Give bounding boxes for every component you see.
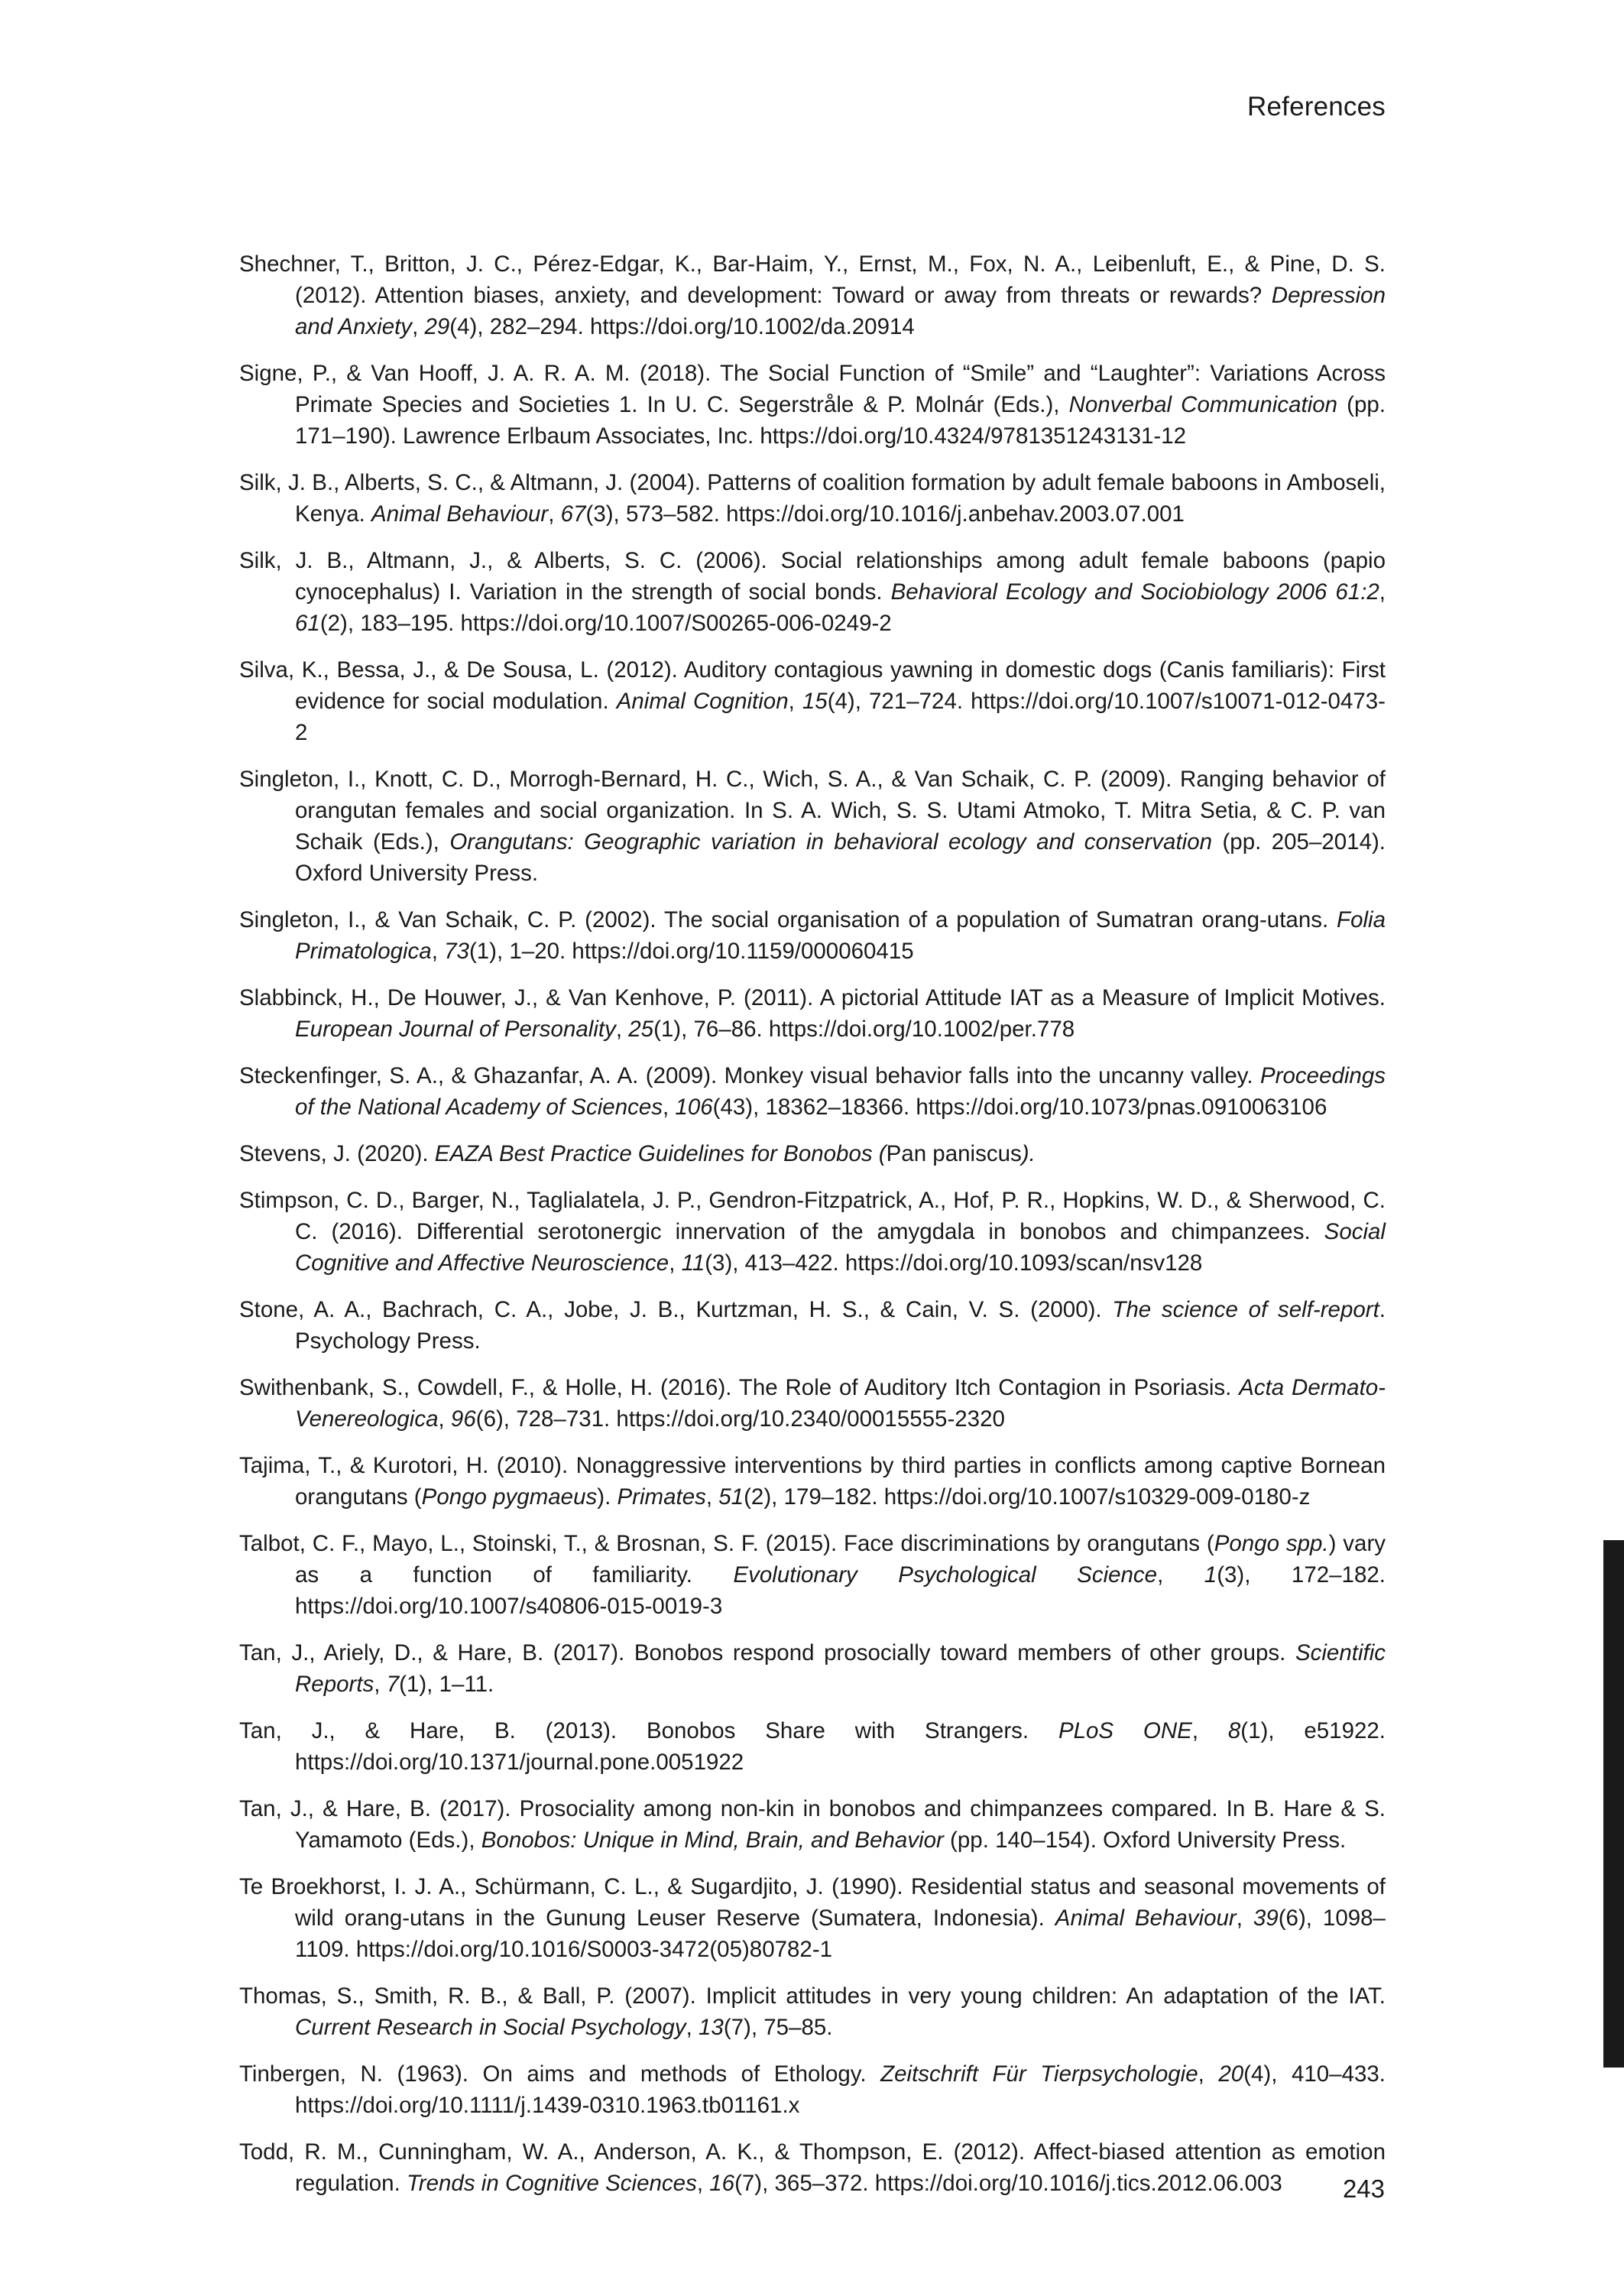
reference-italic-text: 51 <box>718 1484 744 1510</box>
reference-italic-text: ). <box>1021 1141 1036 1166</box>
reference-entry <box>239 1372 1386 1435</box>
reference-text: Te Broekhorst, I. J. A., Schürmann, C. L., & Sugardjito, J. (1990). Residential status and seasonal movements of wild orang-utans in the Gunung Leuser Reserve (Sumatera, Indonesia). <box>239 1874 1386 1931</box>
page-number: 243 <box>1342 2175 1385 2203</box>
reference-entry <box>239 764 1386 889</box>
reference-text: (3), 413–422. https://doi.org/10.1093/scan/nsv128 <box>705 1250 1203 1276</box>
reference-entry <box>239 248 1386 342</box>
reference-italic-text: Trends in Cognitive Sciences <box>406 2171 697 2196</box>
running-header: References <box>1247 92 1386 122</box>
reference-text: , <box>438 1406 451 1432</box>
reference-text: Silva, K., Bessa, J., & De Sousa, L. (2012). Auditory contagious yawning in domestic dogs (Canis familiaris): First evidence for social modulation. <box>239 657 1386 714</box>
reference-entry <box>239 1715 1386 1778</box>
reference-italic-text: Social Cognitive and Affective Neuroscience <box>295 1219 1386 1276</box>
reference-entry <box>239 1980 1386 2043</box>
reference-italic-text: Proceedings of the National Academy of Sciences <box>295 1063 1386 1120</box>
reference-text: Stevens, J. (2020). <box>239 1141 435 1166</box>
reference-italic-text: 16 <box>709 2171 735 2196</box>
reference-text: . Psychology Press. <box>295 1297 1386 1354</box>
reference-italic-text: Animal Behaviour <box>1055 1905 1237 1931</box>
reference-italic-text: 7 <box>386 1672 400 1697</box>
reference-text: (4), 282–294. https://doi.org/10.1002/da.20914 <box>449 314 915 339</box>
reference-text: (4), 721–724. https://doi.org/10.1007/s10071-012-0473-2 <box>295 689 1386 745</box>
reference-text: (43), 18362–18366. https://doi.org/10.1073/pnas.0910063106 <box>712 1095 1327 1120</box>
reference-italic-text: Animal Behaviour <box>371 501 549 527</box>
reference-italic-text: Evolutionary Psychological Science <box>733 1562 1158 1588</box>
reference-text: , <box>686 2015 699 2040</box>
reference-text: , <box>1198 2061 1219 2087</box>
reference-italic-text: 29 <box>424 314 450 339</box>
reference-italic-text: 8 <box>1227 1718 1241 1743</box>
reference-text: (3), 172–182. https://doi.org/10.1007/s40806-015-0019-3 <box>295 1562 1386 1619</box>
reference-italic-text: Current Research in Social Psychology <box>295 2015 686 2040</box>
reference-text: (7), 75–85. <box>723 2015 833 2040</box>
reference-text: , <box>548 501 561 527</box>
reference-list <box>239 248 1386 2214</box>
reference-italic-text: PLoS ONE <box>1058 1718 1192 1743</box>
reference-entry <box>239 358 1386 452</box>
reference-italic-text: 1 <box>1204 1562 1217 1588</box>
reference-text: (1), e51922. https://doi.org/10.1371/journal.pone.0051922 <box>295 1718 1386 1775</box>
reference-text: Singleton, I., & Van Schaik, C. P. (2002). The social organisation of a population of Sumatran orang-utans. <box>239 907 1337 932</box>
reference-text: Stimpson, C. D., Barger, N., Taglialatela, J. P., Gendron-Fitzpatrick, A., Hof, P. R., Hopkins, W. D., & Sherwood, C. C. (2016). Differential serotonergic innervation of the amygdala in bonobos and chimpanzees. <box>239 1188 1386 1244</box>
reference-entry <box>239 982 1386 1045</box>
reference-text: (1), 1–20. https://doi.org/10.1159/000060415 <box>468 939 914 964</box>
reference-text: , <box>412 314 425 339</box>
reference-text: , <box>1191 1718 1228 1743</box>
reference-text: (2), 183–195. https://doi.org/10.1007/S00265-006-0249-2 <box>319 611 892 636</box>
reference-text: ) vary as a function of familiarity. <box>295 1531 1386 1588</box>
reference-entry <box>239 1185 1386 1279</box>
reference-entry <box>239 1871 1386 1965</box>
reference-italic-text: 67 <box>560 501 586 527</box>
reference-entry <box>239 2058 1386 2121</box>
reference-italic-text: Bonobos: Unique in Mind, Brain, and Behavior <box>481 1828 944 1853</box>
reference-italic-text: Zeitschrift Für Tierpsychologie <box>880 2061 1198 2087</box>
reference-italic-text: 61 <box>295 611 320 636</box>
reference-text: Silk, J. B., Alberts, S. C., & Altmann, J. (2004). Patterns of coalition formation by adult female baboons in Amboseli, Kenya. <box>239 470 1386 527</box>
reference-italic-text: 15 <box>802 689 828 714</box>
reference-text: , <box>1379 579 1386 605</box>
reference-entry <box>239 545 1386 639</box>
reference-text: Stone, A. A., Bachrach, C. A., Jobe, J. B., Kurtzman, H. S., & Cain, V. S. (2000). <box>239 1297 1113 1322</box>
reference-entry <box>239 904 1386 967</box>
reference-text: , <box>374 1672 387 1697</box>
reference-italic-text: Folia Primatologica <box>295 907 1386 964</box>
reference-italic-text: 11 <box>681 1250 705 1276</box>
reference-text: (pp. 171–190). Lawrence Erlbaum Associates, Inc. https://doi.org/10.4324/9781351243131-12 <box>295 392 1386 449</box>
reference-text: Tinbergen, N. (1963). On aims and methods of Ethology. <box>239 2061 881 2087</box>
reference-text: Signe, P., & Van Hooff, J. A. R. A. M. (2018). The Social Function of “Smile” and “Laughter”: Variations Across Primate Species and Societies 1. In U. C. Segerstråle & P. Molnár (Eds.), <box>239 361 1386 417</box>
reference-entry <box>239 1793 1386 1856</box>
reference-italic-text: The science of self-report <box>1112 1297 1379 1322</box>
reference-entry <box>239 1294 1386 1357</box>
reference-italic-text: 96 <box>450 1406 476 1432</box>
reference-text: , <box>705 1484 719 1510</box>
reference-italic-text: EAZA Best Practice Guidelines for Bonobos ( <box>434 1141 887 1166</box>
reference-text: , <box>615 1017 629 1042</box>
reference-text: , <box>663 1095 676 1120</box>
reference-text: , <box>696 2171 710 2196</box>
thumb-index-tab <box>1603 1540 1624 2068</box>
reference-italic-text: 25 <box>628 1017 654 1042</box>
reference-italic-text: 39 <box>1253 1905 1279 1931</box>
reference-text: ). <box>597 1484 618 1510</box>
reference-italic-text: Orangutans: Geographic variation in behavioral ecology and conservation <box>449 829 1213 855</box>
reference-entry <box>239 1138 1386 1169</box>
reference-text: Singleton, I., Knott, C. D., Morrogh-Bernard, H. C., Wich, S. A., & Van Schaik, C. P. (2009). Ranging behavior of orangutan females and social organization. In S. A. Wich, S. S. Utami Atmoko, T. Mitra Setia, & C. P. van Schaik (Eds.), <box>239 767 1386 855</box>
reference-text: , <box>1157 1562 1204 1588</box>
reference-italic-text: Primates <box>617 1484 706 1510</box>
reference-italic-text: Scientific Reports <box>295 1640 1386 1697</box>
reference-text: , <box>431 939 445 964</box>
reference-text: (pp. 205–2014). Oxford University Press. <box>295 829 1386 886</box>
reference-text: Todd, R. M., Cunningham, W. A., Anderson, A. K., & Thompson, E. (2012). Affect-biased attention as emotion regulation. <box>239 2139 1386 2196</box>
reference-italic-text: Depression and Anxiety <box>295 283 1386 339</box>
reference-text: Swithenbank, S., Cowdell, F., & Holle, H. (2016). The Role of Auditory Itch Contagion in Psoriasis. <box>239 1375 1240 1400</box>
reference-entry <box>239 1060 1386 1123</box>
reference-text: (6), 1098–1109. https://doi.org/10.1016/S0003-3472(05)80782-1 <box>295 1905 1386 1962</box>
reference-text: Silk, J. B., Altmann, J., & Alberts, S. C. (2006). Social relationships among adult female baboons (papio cynocephalus) I. Variation in the strength of social bonds. <box>239 548 1386 605</box>
reference-entry <box>239 654 1386 748</box>
reference-entry <box>239 1637 1386 1700</box>
reference-text: Tan, J., Ariely, D., & Hare, B. (2017). Bonobos respond prosocially toward members of other groups. <box>239 1640 1295 1665</box>
reference-text: Thomas, S., Smith, R. B., & Ball, P. (2007). Implicit attitudes in very young children: An adaptation of the IAT. <box>239 1983 1386 2009</box>
reference-italic-text: Pongo pygmaeus <box>421 1484 598 1510</box>
reference-italic-text: 73 <box>444 939 469 964</box>
reference-text: (6), 728–731. https://doi.org/10.2340/00015555-2320 <box>475 1406 1005 1432</box>
reference-text: Tan, J., & Hare, B. (2013). Bonobos Share with Strangers. <box>239 1718 1058 1743</box>
reference-text: Pan paniscus <box>886 1141 1022 1166</box>
reference-text: , <box>1236 1905 1253 1931</box>
reference-italic-text: 20 <box>1218 2061 1244 2087</box>
reference-text: (7), 365–372. https://doi.org/10.1016/j.tics.2012.06.003 <box>734 2171 1282 2196</box>
reference-italic-text: Behavioral Ecology and Sociobiology 2006 61:2 <box>890 579 1379 605</box>
reference-italic-text: Acta Dermato-Venereologica <box>295 1375 1386 1432</box>
reference-text: Talbot, C. F., Mayo, L., Stoinski, T., & Brosnan, S. F. (2015). Face discriminations by orangutans ( <box>239 1531 1214 1556</box>
reference-text: Slabbinck, H., De Houwer, J., & Van Kenhove, P. (2011). A pictorial Attitude IAT as a Measure of Implicit Motives. <box>239 985 1386 1010</box>
reference-italic-text: Nonverbal Communication <box>1068 392 1338 417</box>
reference-text: (1), 76–86. https://doi.org/10.1002/per.778 <box>653 1017 1075 1042</box>
reference-text: (1), 1–11. <box>399 1672 494 1697</box>
reference-entry <box>239 1528 1386 1622</box>
reference-text: Tan, J., & Hare, B. (2017). Prosociality among non-kin in bonobos and chimpanzees compared. In B. Hare & S. Yamamoto (Eds.), <box>239 1796 1386 1853</box>
reference-entry <box>239 1450 1386 1513</box>
reference-text: Tajima, T., & Kurotori, H. (2010). Nonaggressive interventions by third parties in conflicts among captive Bornean orangutans ( <box>239 1453 1386 1510</box>
reference-entry <box>239 467 1386 530</box>
reference-italic-text: European Journal of Personality <box>295 1017 616 1042</box>
reference-text: , <box>788 689 802 714</box>
reference-text: (3), 573–582. https://doi.org/10.1016/j.anbehav.2003.07.001 <box>585 501 1185 527</box>
reference-text: (2), 179–182. https://doi.org/10.1007/s10329-009-0180-z <box>744 1484 1311 1510</box>
reference-italic-text: 13 <box>698 2015 724 2040</box>
reference-text: (pp. 140–154). Oxford University Press. <box>943 1828 1347 1853</box>
reference-italic-text: Animal Cognition <box>616 689 789 714</box>
reference-entry <box>239 2136 1386 2199</box>
reference-italic-text: 106 <box>675 1095 713 1120</box>
reference-italic-text: Pongo spp. <box>1214 1531 1329 1556</box>
reference-text: (4), 410–433. https://doi.org/10.1111/j.1439-0310.1963.tb01161.x <box>295 2061 1386 2118</box>
reference-text: Steckenfinger, S. A., & Ghazanfar, A. A. (2009). Monkey visual behavior falls into the uncanny valley. <box>239 1063 1260 1088</box>
reference-text: Shechner, T., Britton, J. C., Pérez-Edgar, K., Bar-Haim, Y., Ernst, M., Fox, N. A., Leibenluft, E., & Pine, D. S. (2012). Attention biases, anxiety, and development: Toward or away from threats or rewards? <box>239 251 1386 308</box>
reference-text: , <box>669 1250 682 1276</box>
